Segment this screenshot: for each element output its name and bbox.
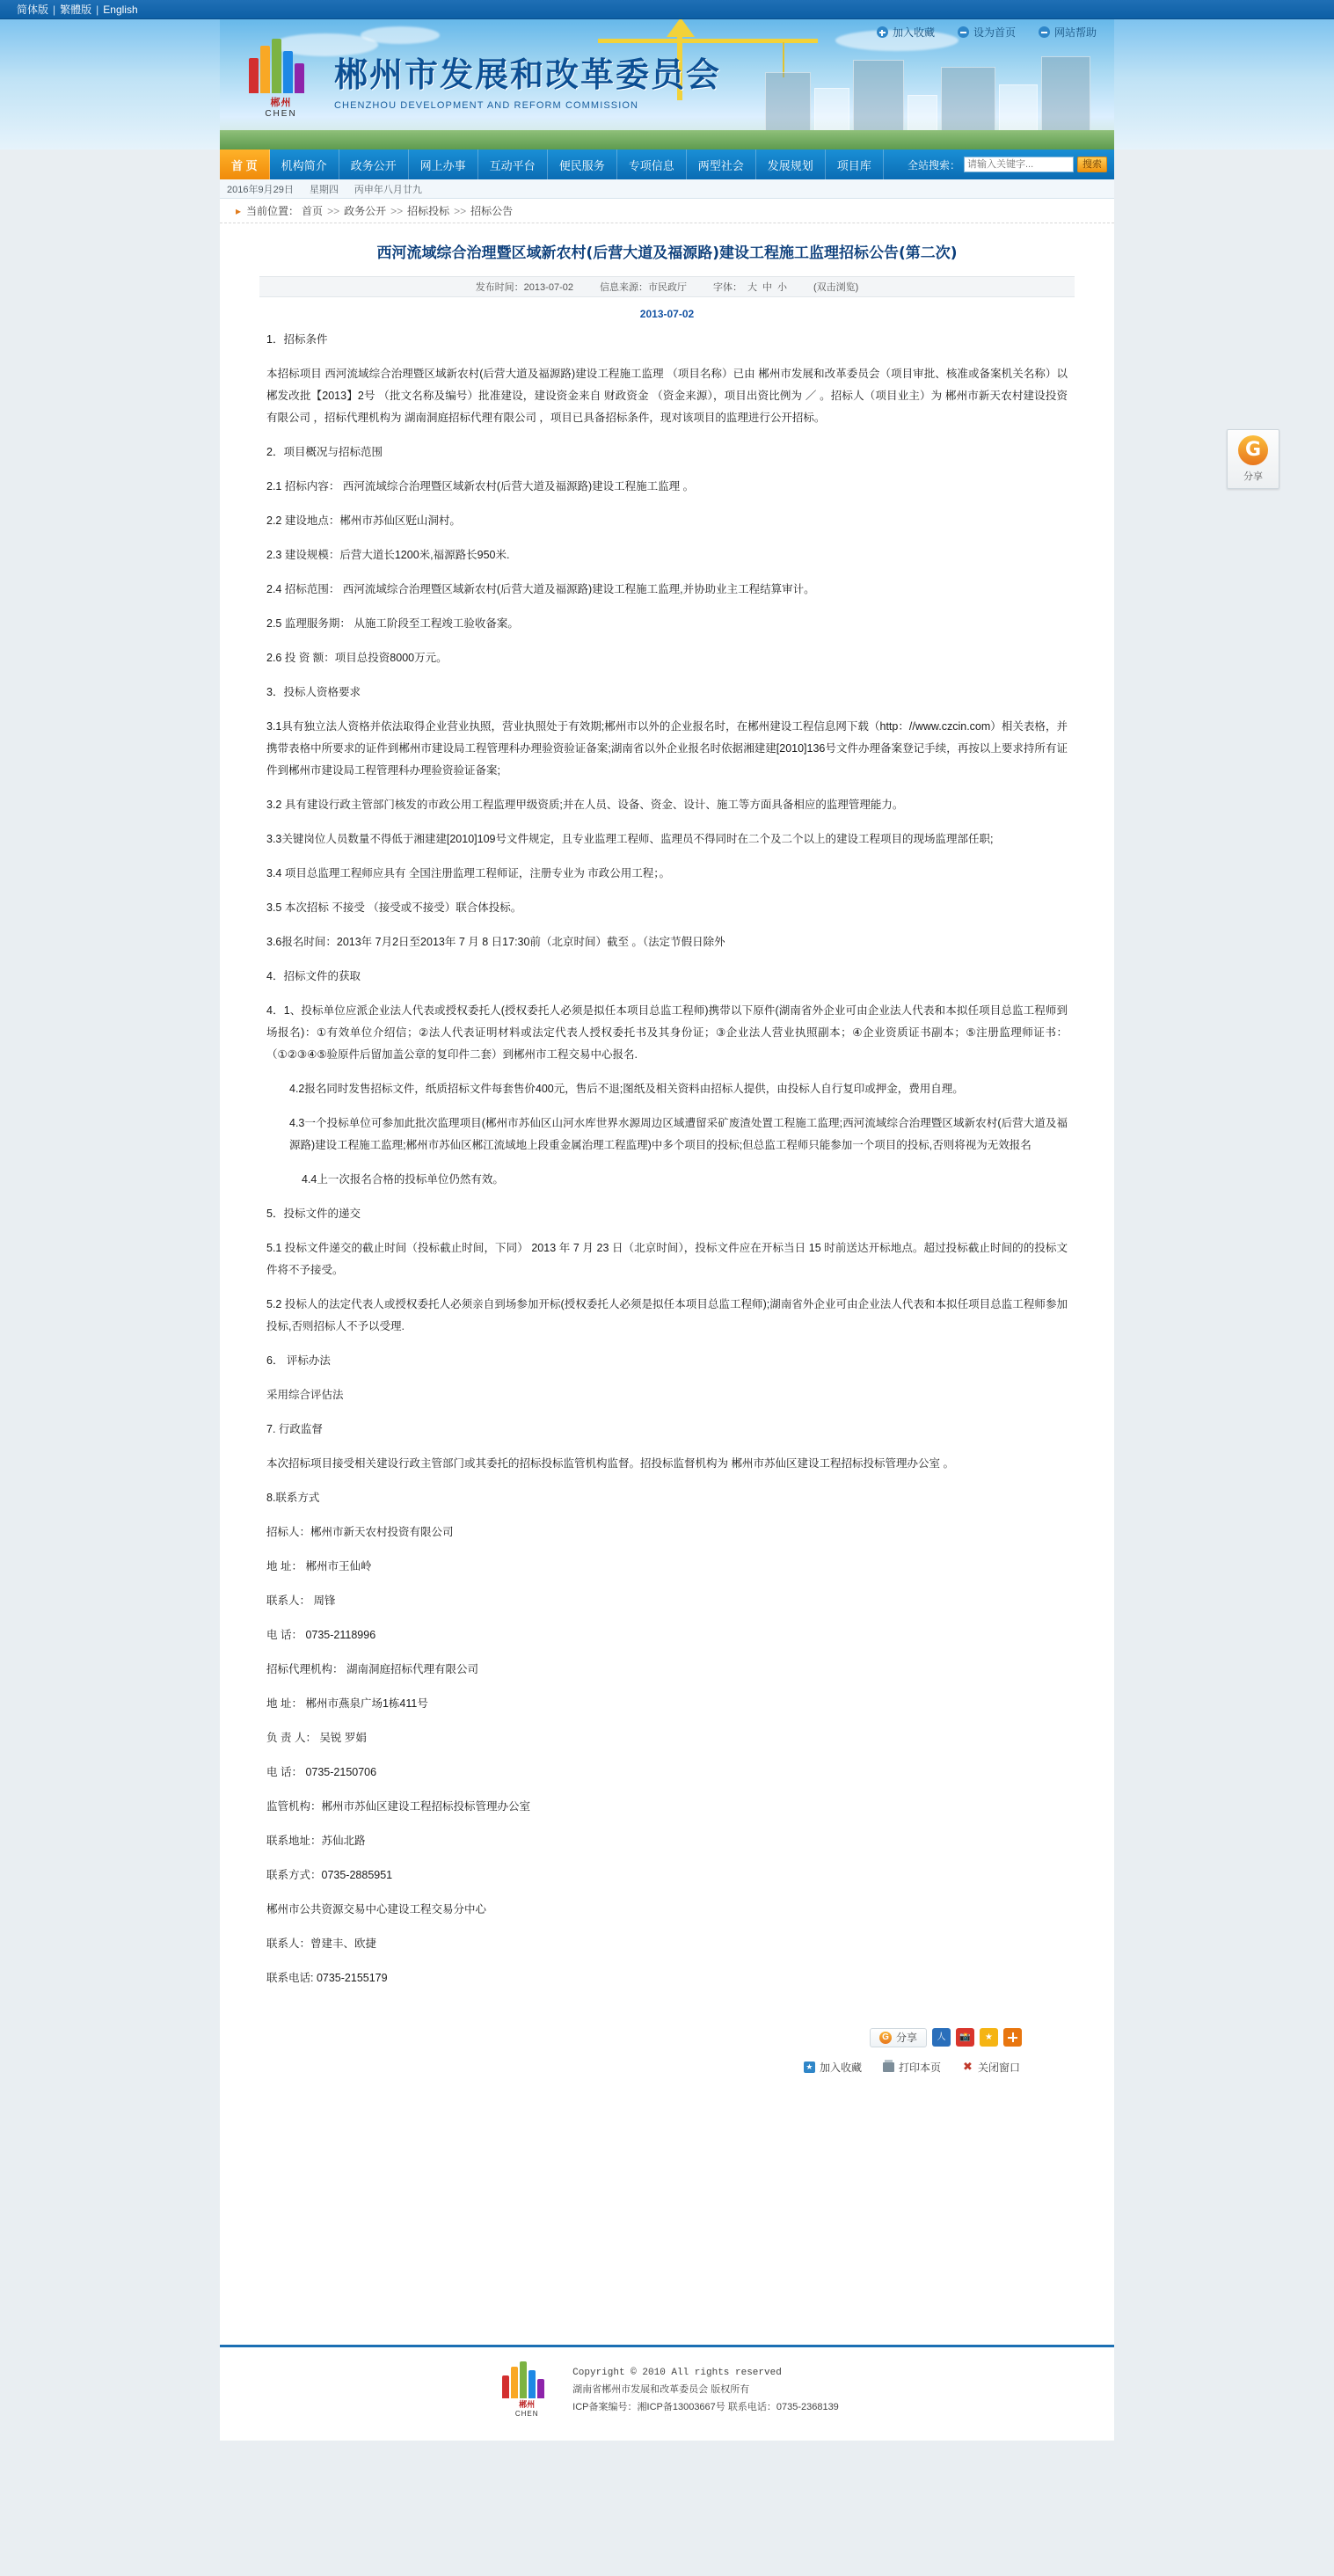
paragraph: 2．项目概况与招标范围: [266, 445, 383, 458]
print-page-label: 打印本页: [898, 2061, 941, 2074]
paragraph: 联系人：曾建丰、欧捷: [266, 1937, 377, 1950]
paragraph: 2.3 建设规模：后营大道长1200米,福源路长950米.: [266, 548, 510, 561]
site-help-link[interactable]: [1039, 25, 1097, 40]
paragraph: 2.5 监理服务期： 从施工阶段至工程竣工验收备案。: [266, 617, 519, 630]
building-shape: [853, 60, 904, 141]
close-window-label: 关闭窗口: [977, 2061, 1020, 2074]
article-source: 信息来源：市民政厅: [599, 281, 687, 293]
paragraph: 3.3关键岗位人员数量不得低于湘建建[2010]109号文件规定，且专业监理工程师、监理员不得同时在二个及二个以上的建设工程项目的现场监理部任职;: [266, 832, 994, 845]
footer-copyright: Copyright © 2010 All rights reserved: [572, 2368, 782, 2378]
breadcrumb-arrow-icon: ▸: [236, 204, 242, 217]
article-date-line: 2013-07-02: [639, 307, 695, 320]
nav-item-project-library[interactable]: 项目库: [826, 150, 884, 179]
site-help-label: 网站帮助: [1053, 26, 1097, 39]
site-search: [900, 150, 1114, 179]
article: [220, 223, 1114, 2075]
lang-sep-2: |: [96, 3, 99, 16]
paragraph: 联系人： 周锋: [266, 1594, 336, 1607]
share-label: 分享: [895, 2032, 917, 2044]
lang-traditional[interactable]: 繁體版: [60, 4, 92, 16]
paragraph: 3.6报名时间：2013年 7月2日至2013年 7 月 8 日17:30前（北京时间）截至 。（法定节假日除外: [266, 935, 725, 948]
paragraph: 8.联系方式: [266, 1491, 320, 1504]
top-language-bar: [0, 0, 1334, 19]
lang-sep-1: |: [53, 3, 56, 16]
lang-english[interactable]: English: [103, 3, 138, 16]
paragraph: 2.1 招标内容： 西河流域综合治理暨区域新农村(后营大道及福源路)建设工程施工监理 。: [266, 479, 695, 493]
content-panel: [220, 199, 1114, 2345]
font-size-medium[interactable]: 中: [762, 281, 772, 293]
paragraph: 联系方式：0735-2885951: [266, 1868, 393, 1881]
lunar-date: 丙申年八月廿九: [354, 184, 422, 195]
cloud-shape: [361, 26, 440, 44]
add-favorite-button[interactable]: [804, 2060, 862, 2075]
close-icon: ✖: [963, 2059, 973, 2073]
paragraph: 6． 评标办法: [266, 1354, 331, 1367]
share-glyph-icon: G: [879, 2032, 892, 2044]
breadcrumb-item-gov-affairs[interactable]: 政务公开: [344, 205, 387, 217]
footer-icp: ICP备案编号：湘ICP备13003667号 联系电话：0735-2368139: [572, 2401, 839, 2412]
paragraph: 地 址： 郴州市燕泉广场1栋411号: [266, 1697, 428, 1710]
current-date: 2016年9月29日: [227, 184, 294, 195]
main-outer: [0, 199, 1334, 2345]
paragraph: 监管机构：郴州市苏仙区建设工程招标投标管理办公室: [266, 1799, 531, 1813]
paragraph: 3.2 具有建设行政主管部门核发的市政公用工程监理甲级资质;并在人员、设备、资金、设计、施工等方面具备相应的监理管理能力。: [266, 798, 904, 811]
add-favorite-label: 加入收藏: [819, 2061, 862, 2074]
logo-text-cn: 郴州: [270, 98, 292, 108]
paragraph: 2.6 投 资 额：项目总投资8000万元。: [266, 651, 448, 664]
search-input[interactable]: [964, 157, 1074, 172]
paragraph: 4．1、投标单位应派企业法人代表或授权委托人(授权委托人必须是拟任本项目总监工程师)携带以下原件(湖南省外企业可由企业法人代表和本拟任项目总监工程师到场报名)：①有效单位介绍信；②法人代表证明材料或法定代表人授权委托书及其身份证；③企业法人营业执照副本；④企业资质证书副本；⑤注册监理师证书：（①②③④⑤验原件后留加盖公章的复印件二套）到郴州市工程交易中心报名.: [266, 1003, 1068, 1061]
lang-simplified[interactable]: 简体版: [17, 4, 49, 16]
breadcrumb: [220, 199, 1114, 223]
paragraph: 负 责 人： 吴锐 罗娟: [266, 1731, 367, 1744]
set-homepage-label: 设为首页: [973, 26, 1016, 39]
article-title: 西河流域综合治理暨区域新农村(后营大道及福源路)建设工程施工监理招标公告(第二次): [376, 244, 958, 262]
paragraph: 3.1具有独立法人资格并依法取得企业营业执照，营业执照处于有效期;郴州市以外的企业报名时，在郴州建设工程信息网下载（http：//www.czcin.com）相关表格，并携带表格中所要求的证件到郴州市建设局工程管理科办理验资验证备案;湖南省以外企业报名时依据湘建建[2010]136号文件办理备案登记手续，再按以上要求持所有证件到郴州市建设局工程管理科办理验资验证备案;: [266, 719, 1068, 777]
crane-jib: [598, 39, 818, 43]
more-icon[interactable]: [1003, 2028, 1022, 2047]
paragraph: 联系地址：苏仙北路: [266, 1834, 366, 1847]
footer-text: [572, 2361, 839, 2416]
add-favorite-link[interactable]: [877, 25, 935, 40]
breadcrumb-sep: >>: [454, 204, 467, 217]
paragraph: 3．投标人资格要求: [266, 685, 361, 698]
nav-spacer: [884, 150, 900, 179]
nav-item-special-info[interactable]: 专项信息: [617, 150, 687, 179]
footer-logo-text-en: CHEN: [514, 2410, 539, 2418]
home-icon: [958, 26, 969, 38]
paragraph: 招标代理机构： 湖南洞庭招标代理有限公司: [266, 1662, 478, 1675]
share-bar: [259, 2010, 1075, 2051]
article-hits: (双击浏览): [813, 281, 859, 293]
paragraph: 4.3一个投标单位可参加此批次监理项目(郴州市苏仙区山河水库世界水源周边区域遭留采矿废渣处置工程施工监理;西河流域综合治理暨区域新农村(后营大道及福源路)建设工程施工监理;郴州市苏仙区郴江流域地上段重金属治理工程监理)中多个项目的投标;但总监工程师只能参加一个项目的投标,否则将视为无效报名: [289, 1116, 1068, 1151]
paragraph: 4．招标文件的获取: [266, 969, 361, 982]
main-nav: [220, 150, 1114, 179]
paragraph: 5.2 投标人的法定代表人或授权委托人必须亲自到场参加开标(授权委托人必须是拟任本项目总监工程师);湖南省外企业可由企业法人代表和本拟任项目总监工程师参加投标,否则招标人不予以受理.: [266, 1297, 1068, 1332]
renren-icon[interactable]: 人: [932, 2028, 951, 2047]
paragraph: 3.4 项目总监理工程师应具有 全国注册监理工程师证，注册专业为 市政公用工程；。: [266, 866, 671, 879]
paragraph: 采用综合评估法: [266, 1388, 344, 1401]
breadcrumb-item-bidding[interactable]: 招标投标: [407, 205, 450, 217]
nav-item-gov-affairs[interactable]: 政务公开: [339, 150, 409, 179]
font-size-small[interactable]: 小: [776, 281, 787, 293]
building-shape: [1041, 56, 1090, 141]
article-actions: [259, 2051, 1075, 2075]
footer-logo-text-cn: 郴州: [519, 2400, 536, 2409]
paragraph: 7. 行政监督: [266, 1422, 323, 1435]
nav-item-convenience[interactable]: 便民服务: [548, 150, 617, 179]
paragraph: 郴州市公共资源交易中心建设工程交易分中心: [266, 1902, 487, 1916]
breadcrumb-item-home[interactable]: 首页: [302, 205, 324, 217]
paragraph: 电 话： 0735-2118996: [266, 1628, 376, 1641]
paragraph: 5．投标文件的递交: [266, 1207, 361, 1220]
article-meta: [259, 276, 1075, 297]
paragraph: 4.2报名同时发售招标文件，纸质招标文件每套售价400元，售后不退;图纸及相关资料由招标人提供，由投标人自行复印或押金，费用自理。: [289, 1082, 964, 1095]
article-body: [259, 329, 1075, 2010]
paragraph: 3.5 本次招标 不接受 （接受或不接受）联合体投标。: [266, 901, 522, 914]
paragraph: 地 址： 郴州市王仙岭: [266, 1559, 372, 1573]
set-homepage-link[interactable]: [958, 25, 1016, 40]
share-button[interactable]: [870, 2028, 927, 2047]
breadcrumb-label: 当前位置：: [246, 205, 300, 217]
share-glyph-icon: G: [1238, 435, 1268, 465]
current-weekday: 星期四: [309, 184, 339, 195]
paragraph: 1．招标条件: [266, 332, 328, 346]
paragraph: 招标人：郴州市新天农村投资有限公司: [266, 1525, 454, 1538]
paragraph: 本招标项目 西河流域综合治理暨区域新农村(后营大道及福源路)建设工程施工监理 （项目名称）已由 郴州市发展和改革委员会（项目审批、核准或备案机关名称）以 郴发改批【2013】2号 （批文名称及编号）批准建设，建设资金来自 财政资金 （资金来源），项目出资比例为 ／ 。招标人（项目业主）为 郴州市新天农村建设投资有限公司 ，招标代理机构为 湖南洞庭招标代理有限公司 ，项目已具备招标条件，现对该项目的监理进行公开招标。: [266, 367, 1068, 424]
breadcrumb-sep: >>: [390, 204, 404, 217]
star-icon: ★: [804, 2062, 815, 2073]
floating-share-label: 分享: [1243, 471, 1263, 482]
nav-item-online-service[interactable]: 网上办事: [409, 150, 478, 179]
breadcrumb-item-announcement[interactable]: 招标公告: [470, 205, 514, 217]
search-label: 全站搜索：: [907, 158, 960, 171]
site-banner: [0, 19, 1334, 150]
font-size-label: 字体：: [712, 281, 742, 293]
banner-ground-strip: [220, 130, 1114, 150]
search-button[interactable]: 搜索: [1077, 157, 1107, 172]
add-favorite-label: 加入收藏: [892, 26, 935, 39]
paragraph: 2.4 招标范围： 西河流域综合治理暨区域新农村(后营大道及福源路)建设工程施工监理,并协助业主工程结算审计。: [266, 582, 815, 595]
article-publish-time: 发布时间：2013-07-02: [475, 281, 573, 293]
site-footer: [220, 2345, 1114, 2441]
paragraph: 联系电话: 0735-2155179: [266, 1971, 388, 1984]
paragraph: 4.4上一次报名合格的投标单位仍然有效。: [302, 1172, 504, 1186]
star-icon: [877, 26, 888, 38]
print-page-button[interactable]: [883, 2060, 941, 2075]
banner-title-cn: 郴州市发展和改革委员会: [334, 55, 722, 94]
floating-share-widget[interactable]: [1227, 429, 1279, 489]
nav-item-home[interactable]: 首 页: [220, 150, 270, 179]
nav-item-two-type-society[interactable]: 两型社会: [687, 150, 756, 179]
paragraph: 电 话： 0735-2150706: [266, 1765, 377, 1778]
nav-outer: [0, 150, 1334, 179]
footer-owner: 湖南省郴州市发展和改革委员会 版权所有: [572, 2384, 750, 2396]
nav-item-development-plan[interactable]: 发展规划: [756, 150, 826, 179]
banner-title-block: [334, 47, 721, 111]
footer-logo-bars: [502, 2361, 551, 2398]
site-logo[interactable]: [239, 39, 323, 123]
sina-weibo-icon[interactable]: 📸: [956, 2028, 974, 2047]
banner-artwork: [220, 19, 1114, 150]
nav-item-interaction[interactable]: 互动平台: [478, 150, 548, 179]
date-bar-outer: [0, 179, 1334, 199]
help-icon: [1039, 26, 1050, 38]
paragraph: 5.1 投标文件递交的截止时间（投标截止时间，下同） 2013 年 7 月 23 日（北京时间），投标文件应在开标当日 15 时前送达开标地点。超过投标截止时间的的投标文件将不予接受。: [266, 1241, 1068, 1276]
font-size-control: [713, 280, 787, 294]
nav-item-about[interactable]: 机构简介: [270, 150, 339, 179]
logo-text-en: CHEN: [265, 109, 297, 119]
paragraph: 本次招标项目接受相关建设行政主管部门或其委托的招标投标监管机构监督。招投标监督机构为 郴州市苏仙区建设工程招标投标管理办公室 。: [266, 1456, 954, 1470]
print-icon: [883, 2062, 894, 2072]
footer-logo: [495, 2361, 558, 2418]
language-switcher: [12, 2, 142, 17]
font-size-large[interactable]: 大: [747, 281, 757, 293]
qzone-icon[interactable]: ★: [980, 2028, 998, 2047]
footer-outer: [0, 2345, 1334, 2441]
logo-bars: [249, 39, 314, 93]
paragraph: 2.2 建设地点：郴州市苏仙区觃山洞村。: [266, 514, 461, 527]
banner-title-en: CHENZHOU DEVELOPMENT AND REFORM COMMISSION: [334, 100, 639, 111]
banner-quick-links: [877, 25, 1097, 40]
breadcrumb-sep: >>: [327, 204, 340, 217]
date-bar: [220, 179, 1114, 199]
close-window-button[interactable]: [962, 2060, 1020, 2075]
